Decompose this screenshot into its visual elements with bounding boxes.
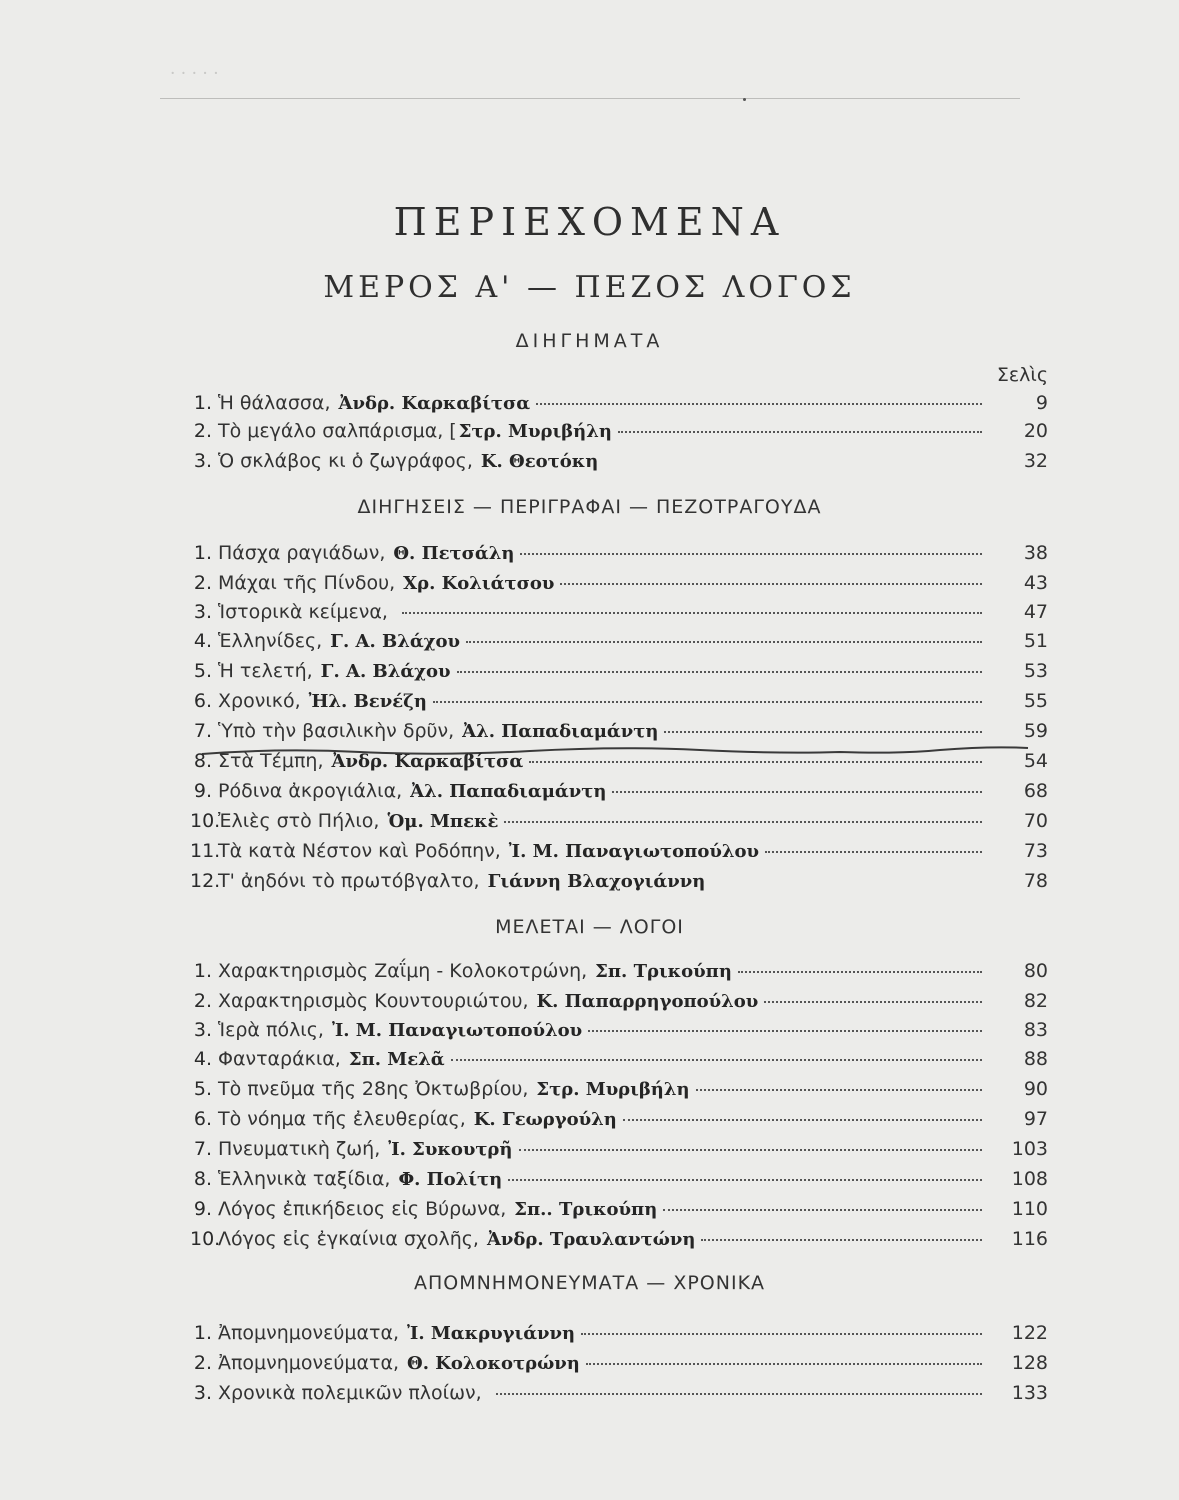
page-title: ΠΕΡΙΕΧΟΜΕΝΑ [393,200,786,244]
entry-title: Τὸ νόημα τῆς ἐλευθερίας, [218,1108,466,1130]
entry-page: 110 [1011,1198,1048,1220]
entry-author: Στρ. Μυριβήλη [536,1079,690,1100]
toc-entry[interactable] [190,630,1048,658]
entry-number: 2. [193,420,212,442]
entry-page: 80 [1023,960,1048,982]
entry-author: Ἠλ. Βενέζη [308,691,427,712]
entry-number: 3. [193,601,212,623]
section-heading-memoirs: ΑΠΟΜΝΗΜΟΝΕΥΜΑΤΑ — ΧΡΟΝΙΚΑ [413,1272,766,1294]
entry-author: Ἀλ. Παπαδιαμάντη [462,721,659,742]
toc-entry[interactable] [190,1228,1048,1256]
dot-leader [663,1208,982,1211]
entry-author: Θ. Κολοκοτρώνη [407,1353,580,1374]
toc-entry[interactable] [190,601,1048,629]
toc-entry[interactable] [190,1322,1048,1350]
dot-leader [457,670,982,673]
dot-leader [588,1029,982,1032]
bleed-through-text-left: · · · · · [170,64,219,84]
entry-author: Σπ. Μελᾶ [348,1049,445,1070]
entry-page: 133 [1011,1382,1048,1404]
toc-entry[interactable] [190,392,1048,420]
toc-entry[interactable] [190,1138,1048,1166]
entry-number: 1. [193,392,212,414]
entry-author: Φ. Πολίτη [398,1169,503,1190]
entry-page: 108 [1011,1168,1048,1190]
entry-number: 8. [193,1168,212,1190]
toc-entry[interactable] [190,810,1048,838]
entry-page: 82 [1023,990,1048,1012]
toc-entry[interactable] [190,750,1048,778]
entry-author: Κ. Γεωργούλη [473,1109,617,1130]
dot-leader [612,790,982,793]
toc-entry[interactable] [190,420,1048,448]
entry-title: Χαρακτηρισμὸς Κουντουριώτου, [218,990,529,1012]
entry-author: Γ. Α. Βλάχου [330,631,461,652]
entry-title: Ἱερὰ πόλις, [218,1019,324,1041]
entry-title: Ὑπὸ τὴν βασιλικὴν δρῦν, [218,720,455,742]
dot-leader [451,1058,982,1061]
dot-leader [519,1148,983,1151]
dot-leader [764,1000,982,1003]
dot-leader [560,582,982,585]
entry-page: 116 [1011,1228,1048,1250]
toc-entry[interactable] [190,1382,1048,1410]
entry-title: Ρόδινα ἀκρογιάλια, [218,780,403,802]
toc-entry[interactable] [190,990,1048,1018]
entry-title: Ἀπομνημονεύματα, [218,1322,400,1344]
entry-author: Θ. Πετσάλη [393,543,515,564]
entry-author: Ἰ. Μακρυγιάννη [407,1323,576,1344]
dot-leader [586,1362,982,1365]
entry-page: 122 [1011,1322,1048,1344]
entry-number: 3. [193,1382,212,1404]
entry-page: 20 [1023,420,1048,442]
part-title: ΜΕΡΟΣ Α' — ΠΕΖΟΣ ΛΟΓΟΣ [323,270,856,305]
entry-title: Τὸ μεγάλο σαλπάρισμα, [ [218,420,457,442]
entry-title: Ἱστορικὰ κείμενα, [218,601,388,623]
entry-title: Χρονικὰ πολεμικῶν πλοίων, [218,1382,482,1404]
entry-title: Φανταράκια, [218,1048,341,1070]
entry-page: 43 [1023,572,1048,594]
entry-author: Χρ. Κολιάτσου [403,573,555,594]
entry-number: 2. [193,572,212,594]
entry-title: Πνευματικὴ ζωή, [218,1138,381,1160]
entry-page: 51 [1023,630,1048,652]
show-through-header [160,58,1020,99]
entry-title: Ἡ θάλασσα, [218,392,331,414]
entry-title: Ἑλληνίδες, [218,630,323,652]
toc-entry[interactable] [190,450,1048,478]
toc-entry[interactable] [190,840,1048,868]
dot-leader [738,970,982,973]
entry-author: Ἰ. Συκουτρῆ [388,1139,513,1160]
dot-leader [581,1332,982,1335]
entry-number: 10. [190,810,221,832]
entry-number: 9. [193,1198,212,1220]
entry-page: 73 [1023,840,1048,862]
section-heading-studies: ΜΕΛΕΤΑΙ — ΛΟΓΟΙ [495,916,684,938]
ink-dot [743,98,746,101]
toc-entry[interactable] [190,960,1048,988]
entry-title: Τὸ πνεῦμα τῆς 28ης Ὀκτωβρίου, [218,1078,529,1100]
entry-title: Στὰ Τέμπη, [218,750,324,772]
entry-author: Σπ.. Τρικούπη [514,1199,658,1220]
entry-number: 6. [193,690,212,712]
entry-number: 2. [193,990,212,1012]
dot-leader [508,1178,982,1181]
entry-title: Λόγος εἰς ἐγκαίνια σχολῆς, [218,1228,479,1250]
entry-author: Στρ. Μυριβήλη [458,421,612,442]
entry-number: 11. [190,840,221,862]
entry-title: Ἐλιὲς στὸ Πήλιο, [218,810,380,832]
entry-author: Γιάννη Βλαχογιάννη [487,871,706,892]
entry-author: Ὁμ. Μπεκὲ [387,811,499,832]
dot-leader [623,1118,982,1121]
entry-number: 3. [193,1019,212,1041]
toc-entry[interactable] [190,870,1048,898]
entry-title: Τὰ κατὰ Νέστον καὶ Ροδόπην, [218,840,501,862]
toc-entry[interactable] [190,542,1048,570]
entry-page: 68 [1023,780,1048,802]
entry-author: Ἀνδρ. Τραυλαντώνη [486,1229,696,1250]
toc-entry[interactable] [190,660,1048,688]
entry-page: 103 [1011,1138,1048,1160]
entry-title: Ἑλληνικὰ ταξίδια, [218,1168,391,1190]
toc-entry[interactable] [190,1352,1048,1380]
dot-leader [520,552,982,555]
entry-author: Ἀλ. Παπαδιαμάντη [410,781,607,802]
entry-number: 10. [190,1228,221,1250]
toc-entry[interactable] [190,1168,1048,1196]
entry-number: 1. [193,1322,212,1344]
entry-title: Τ' ἀηδόνι τὸ πρωτόβγαλτο, [218,870,480,892]
pages-column-label: Σελὶς [996,364,1048,386]
entry-number: 8. [193,750,212,772]
entry-page: 97 [1023,1108,1048,1130]
entry-number: 7. [193,720,212,742]
section-heading-stories: ΔΙΗΓΗΜΑΤΑ [515,330,664,352]
entry-number: 2. [193,1352,212,1374]
entry-number: 9. [193,780,212,802]
toc-entry[interactable] [190,1019,1048,1047]
entry-author: Ἰ. Μ. Παναγιωτοπούλου [508,841,759,862]
entry-title: Ἡ τελετή, [218,660,313,682]
dot-leader [504,820,982,823]
dot-leader [529,760,982,763]
toc-entry[interactable] [190,780,1048,808]
entry-author: Σπ. Τρικούπη [595,961,732,982]
dot-leader [696,1088,982,1091]
entry-page: 55 [1023,690,1048,712]
entry-page: 88 [1023,1048,1048,1070]
entry-title: Ὁ σκλάβος κι ὁ ζωγράφος, [218,450,473,472]
entry-author: Κ. Θεοτόκη [480,451,599,472]
entry-author: Ἰ. Μ. Παναγιωτοπούλου [331,1020,583,1041]
dot-leader [618,430,982,433]
entry-title: Χρονικό, [218,690,301,712]
entry-page: 32 [1023,450,1048,472]
section-heading-descriptions: ΔΙΗΓΗΣΕΙΣ — ΠΕΡΙΓΡΑΦΑΙ — ΠΕΖΟΤΡΑΓΟΥΔΑ [357,496,822,518]
entry-author: Γ. Α. Βλάχου [320,661,451,682]
toc-entry[interactable] [190,1108,1048,1136]
entry-page: 9 [1035,392,1048,414]
dot-leader [701,1238,982,1241]
entry-page: 54 [1023,750,1048,772]
entry-title: Πάσχα ραγιάδων, [218,542,386,564]
dot-leader [664,730,982,733]
entry-number: 6. [193,1108,212,1130]
entry-number: 7. [193,1138,212,1160]
entry-page: 38 [1023,542,1048,564]
entry-number: 12. [190,870,221,892]
dot-leader [536,402,982,405]
entry-number: 1. [193,542,212,564]
entry-page: 47 [1023,601,1048,623]
entry-title: Λόγος ἐπικήδειος εἰς Βύρωνα, [218,1198,507,1220]
entry-page: 53 [1023,660,1048,682]
entry-page: 90 [1023,1078,1048,1100]
entry-title: Ἀπομνημονεύματα, [218,1352,400,1374]
entry-page: 78 [1023,870,1048,892]
dot-leader [765,850,982,853]
entry-page: 59 [1023,720,1048,742]
entry-author: Ἀνδρ. Καρκαβίτσα [338,393,531,414]
entry-number: 5. [193,660,212,682]
entry-author: Ἀνδρ. Καρκαβίτσα [331,751,524,772]
entry-number: 4. [193,1048,212,1070]
dot-leader [433,700,982,703]
entry-number: 1. [193,960,212,982]
toc-entry[interactable] [190,572,1048,600]
entry-title: Μάχαι τῆς Πίνδου, [218,572,396,594]
toc-entry[interactable] [190,690,1048,718]
toc-entry[interactable] [190,1048,1048,1076]
dot-leader [496,1392,982,1395]
dot-leader [402,611,982,614]
entry-page: 128 [1011,1352,1048,1374]
toc-entry[interactable] [190,1198,1048,1226]
dot-leader [466,640,982,643]
toc-entry[interactable] [190,1078,1048,1106]
entry-author: Κ. Παπαρρηγοπούλου [536,991,759,1012]
entry-number: 3. [193,450,212,472]
entry-page: 83 [1023,1019,1048,1041]
entry-page: 70 [1023,810,1048,832]
entry-number: 4. [193,630,212,652]
entry-title: Χαρακτηρισμὸς Ζαΐμη - Κολοκοτρώνη, [218,960,588,982]
entry-number: 5. [193,1078,212,1100]
